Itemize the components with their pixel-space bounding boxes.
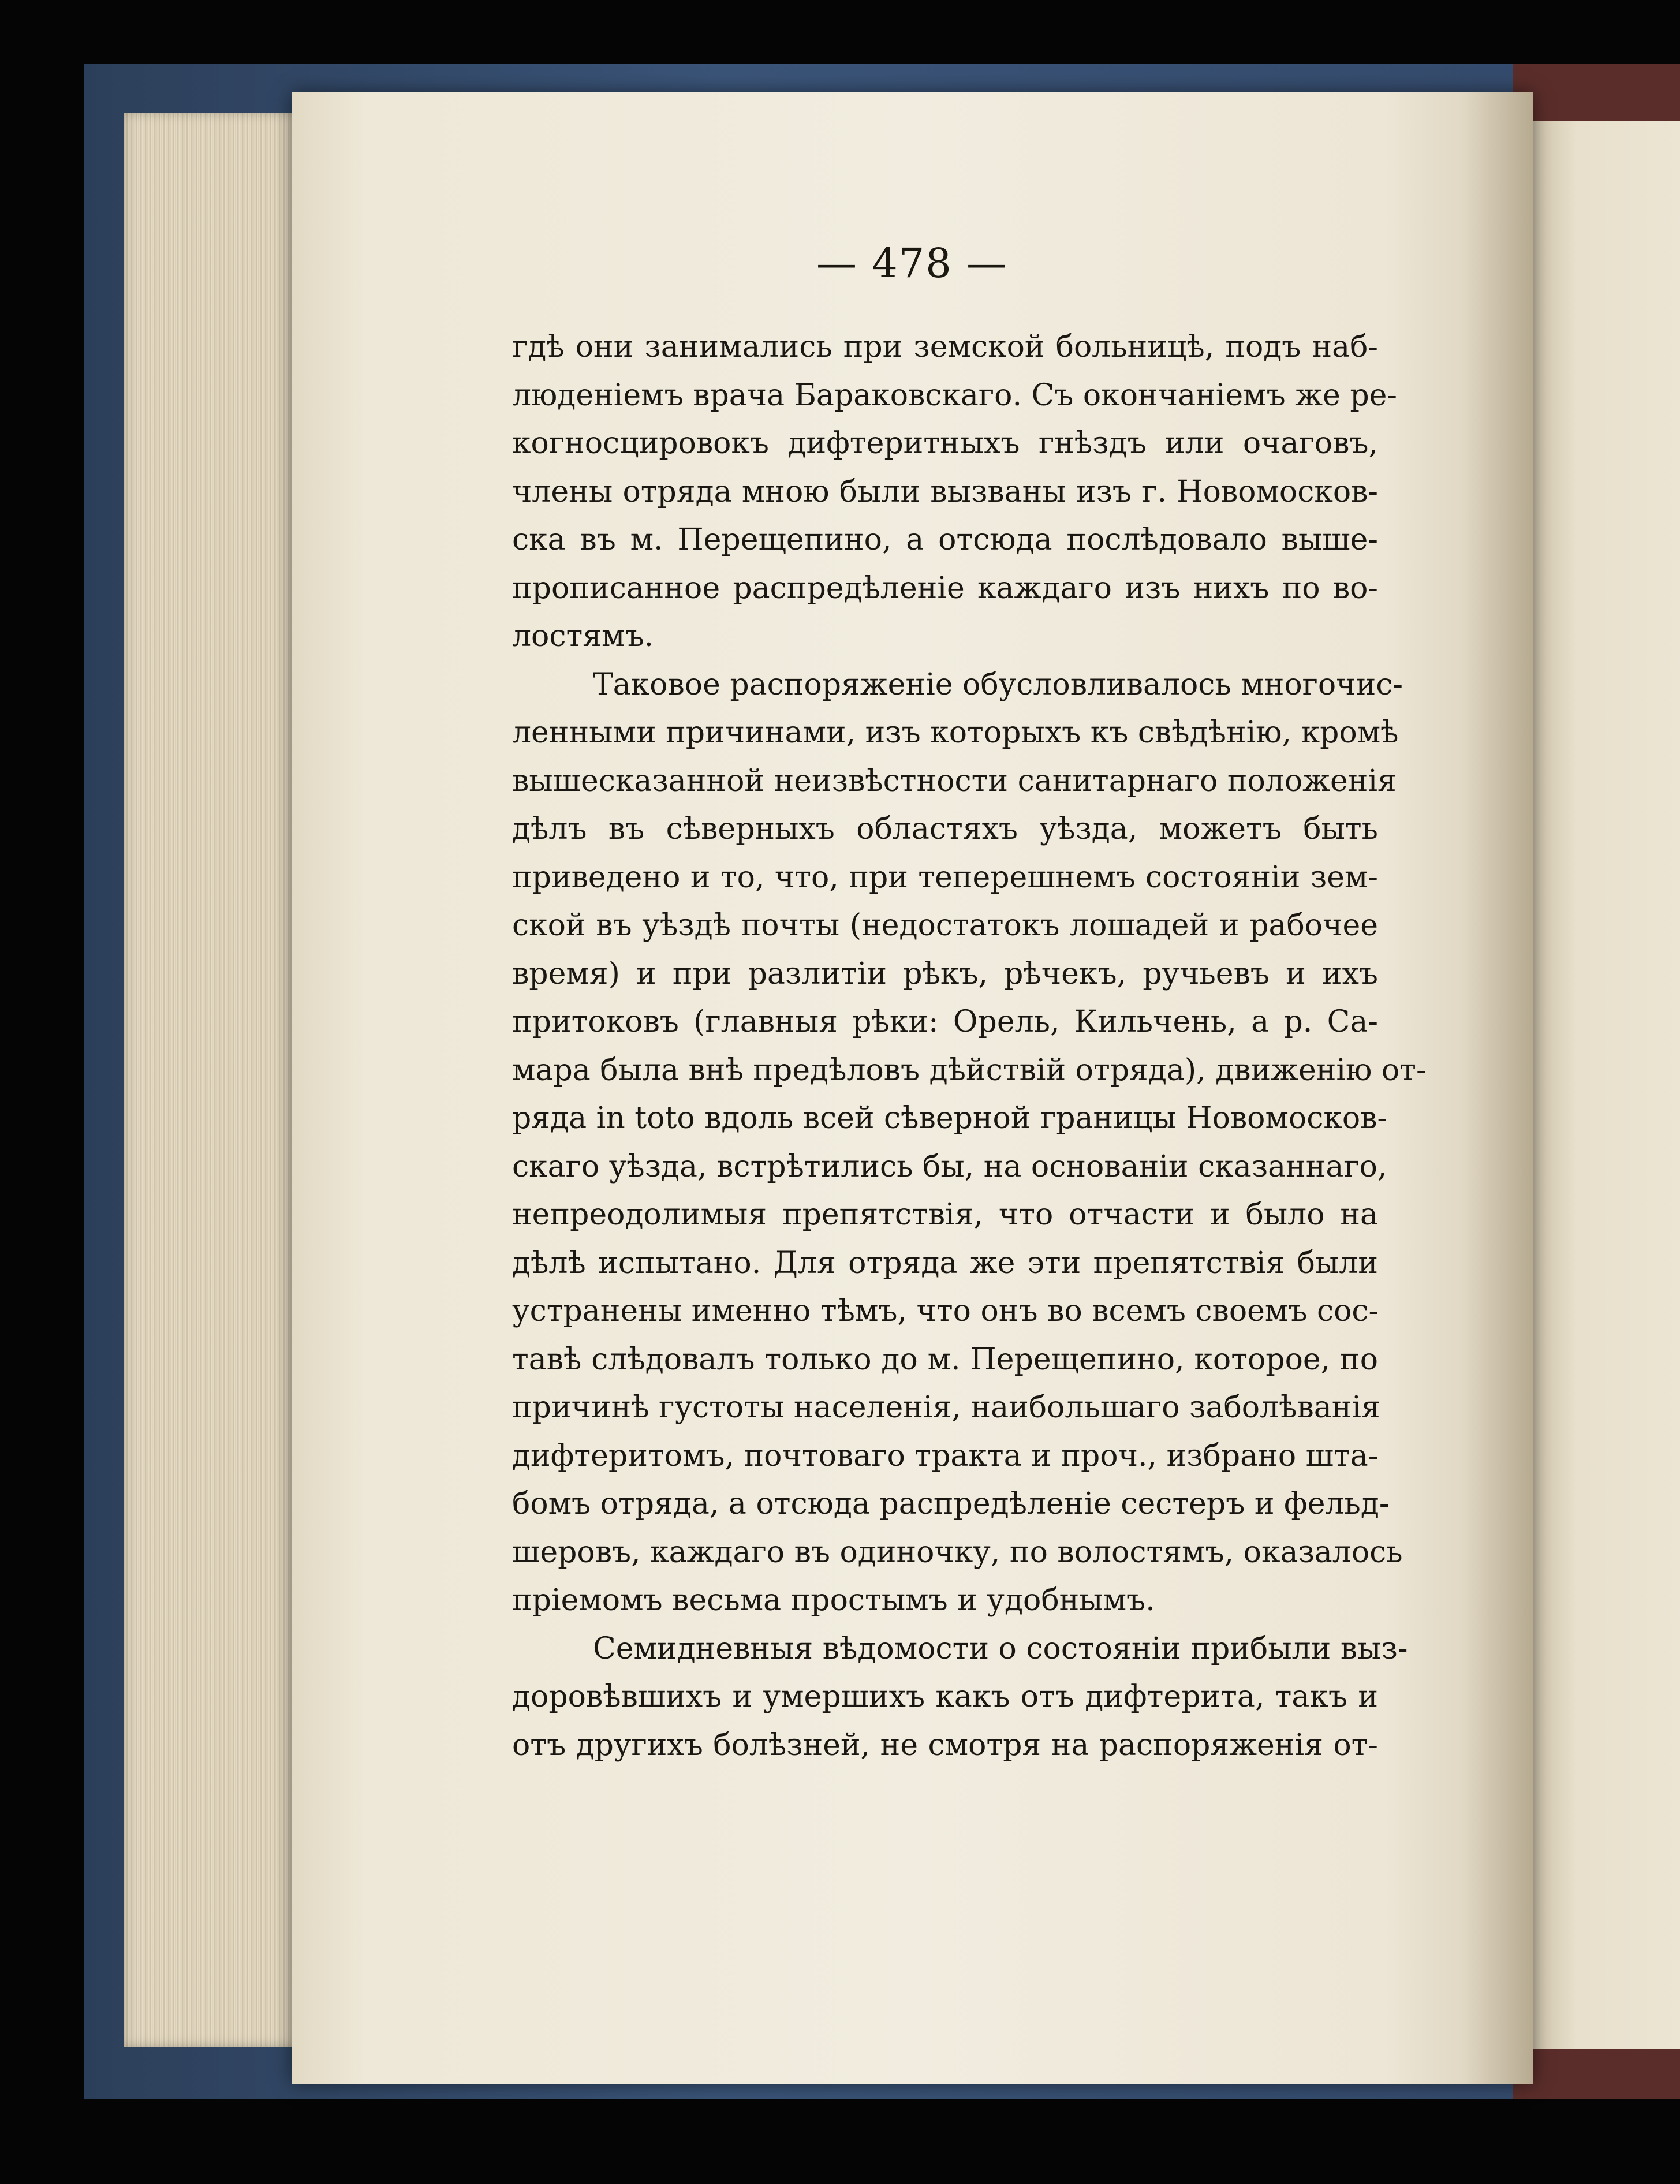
page-number: — 478 — (816, 240, 1009, 287)
text-line: ской въ уѣздѣ почты (недостатокъ лошадей и рабочее (512, 908, 1378, 943)
page-edges (124, 113, 297, 2047)
text-line: пріемомъ весьма простымъ и удобнымъ. (512, 1583, 1155, 1618)
text-line: ряда in toto вдоль всей сѣверной границы Новомосков- (512, 1101, 1387, 1136)
page-gutter-shadow (1464, 92, 1533, 2084)
text-line: люденіемъ врача Бараковскаго. Съ окончаніемъ же ре- (512, 378, 1397, 413)
text-line: скаго уѣзда, встрѣтились бы, на основаніи сказаннаго, (512, 1149, 1387, 1184)
text-line: дѣлъ въ сѣверныхъ областяхъ уѣзда, можетъ быть (512, 812, 1378, 846)
text-line: приведено и то, что, при теперешнемъ состояніи зем- (512, 860, 1378, 895)
text-line: непреодолимыя препятствія, что отчасти и было на (512, 1197, 1378, 1232)
text-line: доровѣвшихъ и умершихъ какъ отъ дифтерита, такъ и (512, 1679, 1378, 1714)
text-line: члены отряда мною были вызваны изъ г. Новомосков- (512, 474, 1378, 509)
text-line: ленными причинами, изъ которыхъ къ свѣдѣнію, кромѣ (512, 715, 1399, 750)
text-line: притоковъ (главныя рѣки: Орель, Кильчень, а р. Са- (512, 1005, 1378, 1039)
text-line: отъ другихъ болѣзней, не смотря на распоряженія от- (512, 1727, 1378, 1763)
text-line: гдѣ они занимались при земской больницѣ, подъ наб- (512, 330, 1378, 364)
text-line: дифтеритомъ, почтоваго тракта и проч., избрано шта- (512, 1438, 1379, 1473)
text-line: лостямъ. (512, 619, 654, 654)
text-line: Семидневныя вѣдомости о состояніи прибыли выз- (593, 1631, 1408, 1666)
text-line: когносцировокъ дифтеритныхъ гнѣздъ или очаговъ, (512, 426, 1378, 461)
text-line: причинѣ густоты населенія, наибольшаго заболѣванія (512, 1390, 1380, 1425)
text-line: Таковое распоряженіе обусловливалось многочис- (593, 667, 1403, 702)
text-line: дѣлѣ испытано. Для отряда же эти препятствія были (512, 1245, 1378, 1280)
text-line: вышесказанной неизвѣстности санитарнаго положенія (512, 763, 1397, 798)
opposite-page (1533, 121, 1680, 2049)
text-line: время) и при разлитіи рѣкъ, рѣчекъ, ручьевъ и ихъ (512, 956, 1378, 991)
text-line: бомъ отряда, а отсюда распредѣленіе сестеръ и фельд- (512, 1487, 1390, 1521)
text-line: ска въ м. Перещепино, а отсюда послѣдовало выше- (512, 522, 1378, 557)
text-line: шеровъ, каждаго въ одиночку, по волостямъ, оказалось (512, 1535, 1403, 1570)
text-line: тавѣ слѣдовалъ только до м. Перещепино, которое, по (512, 1342, 1378, 1377)
text-line: мара была внѣ предѣловъ дѣйствій отряда), движенію от- (512, 1052, 1427, 1088)
text-line: устранены именно тѣмъ, что онъ во всемъ своемъ сос- (512, 1294, 1379, 1328)
text-line: прописанное распредѣленіе каждаго изъ нихъ по во- (512, 570, 1378, 606)
page-body-text (512, 323, 1427, 1769)
